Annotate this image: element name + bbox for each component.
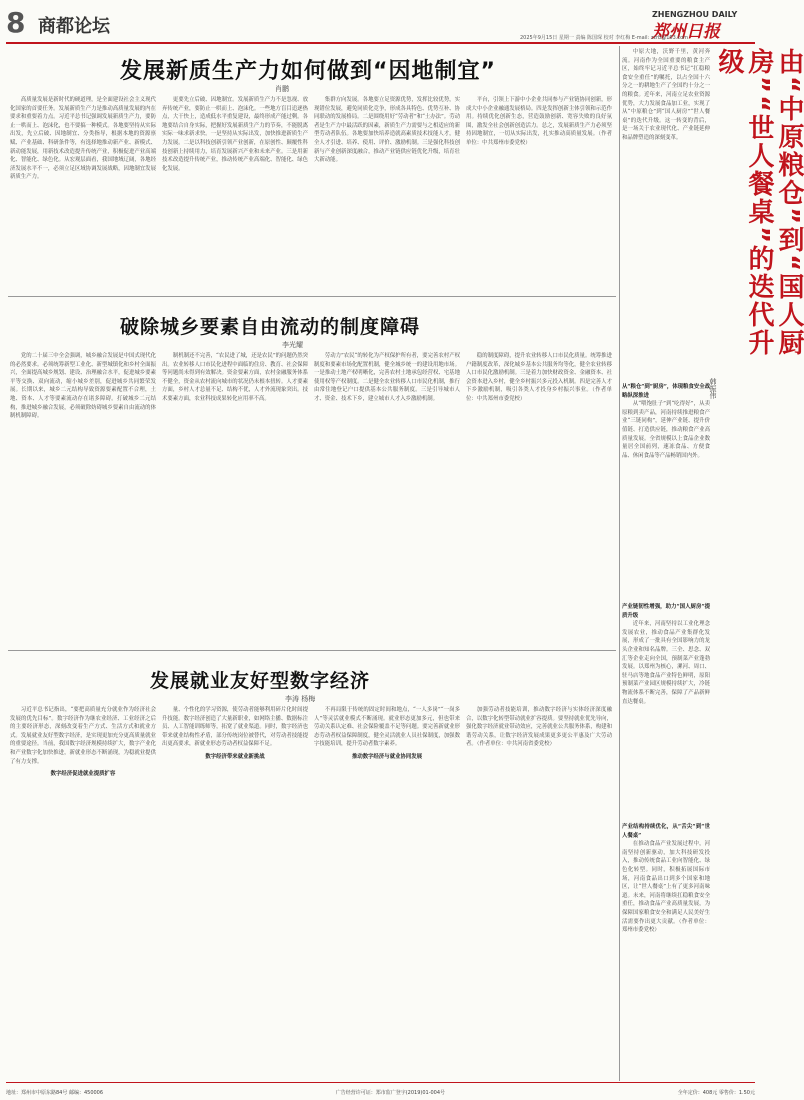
article2-author: 李光耀 bbox=[282, 341, 303, 349]
article4-subhead: 产业链韧性增强，助力“国人厨房”提质升级 bbox=[622, 604, 710, 619]
footer-address: 地址：郑州市中原东路84号 邮编：450006 bbox=[6, 1090, 104, 1096]
section-title: 商都论坛 bbox=[38, 16, 110, 37]
article3-col2: 量、个性化的学习资源，使劳动者能够利用碎片化时间提升技能。数字经济创造了大量新职业，如网络主播、数据标注员、人工智能训练师等，拓宽了就业渠道。同时，数字经济也带来就业结构性矛盾，部分传统岗位被替代，对劳动者技能提出更高要求，新就业形态劳动者权益保障不足。 数字经济带来就业新挑战 bbox=[162, 707, 308, 760]
article4-subhead: 从“粮仓”到“厨房”，体现粮食安全战略纵深推进 bbox=[622, 384, 710, 399]
column-divider bbox=[619, 46, 620, 1081]
article3-col1: 习近平总书记指出，“要把高质量充分就业作为经济社会发展的优先目标”。数字经济作为继农业经济、工业经济之后的主要经济形态，深刻改变着生产方式、生活方式和就业方式。发展就业友好型数字经济，是实现更加充分更高质量就业的重要途径。当前，我国数字经济规模持续扩大，数字产业化和产业数字化加快推进，新就业形态不断涌现，为稳就业提供了有力支撑。 数字经济促进就业提质扩容 bbox=[10, 707, 156, 778]
article1-title: 发展新质生产力如何做到“因地制宜” bbox=[120, 59, 496, 84]
article2-col3: 劳动力”农民“的转化为产权保护所有者，要完善农村产权制度和要素市场化配置机制，健全城乡统一的建设用地市场。一是推动土地产权明晰化，完善农村土地承包经营权、宅基地使用权等产权制度。二是健全农业转移人口市民化机制，推行由常住地登记户口提供基本公共服务制度。三是引导城市人才、资金、技术下乡，建立城市人才入乡激励机制。 bbox=[314, 353, 460, 402]
article1-col3: 集群方向发展。各地要立足资源优势，发挥比较优势，实现错位发展，避免同质化竞争，形成各具特色、优势互补、协同联动的发展格局。二是围绕用好“劳动者”和“土办法”。劳动者是生产力中最活跃的因素，新质生产力需要与之相适应的新型劳动者队伍。各地要加快培养造就高素质技术技能人才，健全人才引进、培养、使用、评价、激励机制。三是强化科技创新与产业创新深度融合，推动产业链供应链优化升级，培育壮大新动能。 bbox=[314, 97, 460, 164]
article4-title: 由“中原粮仓”到“国人厨房”“世人餐桌”的迭代升级 bbox=[714, 48, 804, 358]
article3-subhead: 数字经济带来就业新挑战 bbox=[205, 753, 265, 760]
article3-title: 发展就业友好型数字经济 bbox=[150, 670, 371, 692]
footer-price: 全年定价：408元 零售价：1.50元 bbox=[677, 1090, 755, 1096]
article2-col4: 稳的制度障碍，提升农业转移人口市民化质量。统筹推进户籍制度改革，深化城乡基本公共服务均等化，健全农业转移人口市民化激励机制。三是着力加快财政资金、金融资本、社会资本进入乡村，健全乡村振兴多元投入机制。四是完善人才下乡激励机制，吸引各类人才投身乡村振兴事业。（作者单位：中共郑州市委党校） bbox=[466, 353, 612, 402]
article2-body bbox=[10, 352, 614, 642]
article4-section3: 产业结构持续优化，从“舌尖”到“世人餐桌” 在推动食品产业发展过程中，河南坚持创新驱动，加大科技研发投入，推动传统食品工业向智能化、绿色化转型。同时，积极拓展国际市场，河南食品出口到多个国家和地区，让“世人餐桌”上有了更多河南味道。未来，河南将继续扛稳粮食安全重任，推动食品产业高质量发展，为保障国家粮食安全和满足人民美好生活需要作出更大贡献。（作者单位：郑州市委党校） bbox=[622, 824, 710, 934]
article3-subhead: 数字经济促进就业提质扩容 bbox=[50, 771, 116, 778]
footer bbox=[6, 1089, 755, 1096]
paper-logo: 郑州日报 bbox=[652, 22, 720, 42]
article4-text bbox=[622, 48, 710, 1078]
divider bbox=[8, 650, 616, 651]
article4-section2: 产业链韧性增强，助力“国人厨房”提质升级 近年来，河南坚持以工业化理念发展农业，推动食品产业集群化发展，形成了一批具有全国影响力的龙头企业和知名品牌。三全、思念、双汇等企业走向全国，预制菜产业蓬勃发展。以郑州为核心，漯河、周口、驻马店等地食品产业特色鲜明，原阳预制菜产业园区规模持续扩大，冷链物流体系不断完善，保障了产品新鲜直达餐桌。 bbox=[622, 604, 710, 705]
article4-section1: 从“粮仓”到“厨房”，体现粮食安全战略纵深推进 从“喂饱肚子”到“吃得好”，从卖原粮到卖产品，河南持续推进粮食产业“三链同构”，延伸产业链、提升价值链、打造供应链，推动粮食产业高质量发展。全省规模以上食品企业数量居全国前列，速冻食品、方便食品、休闲食品等产品畅销国内外。 bbox=[622, 384, 710, 459]
article1-body bbox=[10, 96, 614, 286]
issue-meta: 2025年9月15日 星期一 责编 陈国琛 校对 李红梅 E-mail: zzrb@163.com bbox=[520, 35, 689, 41]
article3-body bbox=[10, 706, 614, 1072]
article3-author: 李涛 杨梅 bbox=[285, 695, 316, 703]
article2-col2: 制机制还不完善，“农民进了城，还是农民”的问题仍然突出。农业转移人口市民化进程中面临的住房、教育、社会保障等问题尚未得到有效解决。资金要素方面，农村金融服务体系不健全，资金从农村流向城市的状况仍未根本扭转。人才要素方面，乡村人才总量不足、结构不优，人才外流现象突出。技术要素方面，农业科技成果转化应用率不高。 bbox=[162, 353, 308, 402]
article3-col3: 不再局限于传统的固定时间和地点，“一人多岗”“一岗多人”等灵活就业模式不断涌现。就业形态更加多元，但也带来劳动关系认定难、社会保险覆盖不足等问题。要完善新就业形态劳动者权益保障制度，健全灵活就业人员社保制度，加强数字技能培训，提升劳动者数字素养。 推动数字经济与就业协同发展 bbox=[314, 707, 460, 760]
article1-author: 肖鹏 bbox=[275, 85, 289, 93]
article4-author: 韩振伟 bbox=[709, 378, 717, 399]
divider bbox=[8, 296, 616, 297]
article1-col1: 高质量发展是新时代的硬道理，是全面建设社会主义现代化国家的首要任务。发展新质生产力是推动高质量发展的内在要求和重要着力点。习近平总书记强调发展新质生产力，要防止一哄而上、泡沫化，也不要搞一种模式。各地要坚持从实际出发，先立后破、因地制宜、分类指导，根据本地的资源禀赋、产业基础、科研条件等，有选择地推动新产业、新模式、新动能发展，用新技术改造提升传统产业，积极促进产业高端化、智能化、绿色化。从宏观层面看，我国地域辽阔，各地经济发展水平不一，必须立足区域协调发展战略，因地制宜发展新质生产力。 bbox=[10, 97, 156, 181]
article4 bbox=[622, 48, 804, 1078]
article2-col1: 党的二十届三中全会强调，城乡融合发展是中国式现代化的必然要求。必须统筹新型工业化、新型城镇化和乡村全面振兴，全面提高城乡规划、建设、治理融合水平，促进城乡要素平等交换、双向流动，缩小城乡差别，促进城乡共同繁荣发展。长期以来，城乡二元结构导致资源要素配置不合理，土地、资本、人才等要素流动存在诸多障碍。打破城乡二元结构，推进城乡融合发展，必须破除妨碍城乡要素自由流动的体制机制障碍。 bbox=[10, 353, 156, 420]
article2-title: 破除城乡要素自由流动的制度障碍 bbox=[120, 316, 421, 338]
article1-col4: 平台，引领上下游中小企业共同参与产业链协同创新，形成大中小企业融通发展格局。四是发挥创新主体引领和示范作用。持续优化创新生态，营造鼓励创新、宽容失败的良好氛围，激发全社会创新创造活力。总之，发展新质生产力必须坚持因地制宜，一切从实际出发，扎实推动高质量发展。（作者单位：中共郑州市委党校） bbox=[466, 97, 612, 146]
page-number: 8 bbox=[6, 6, 26, 39]
article4-title-col bbox=[709, 48, 804, 1078]
article4-subhead: 产业结构持续优化，从“舌尖”到“世人餐桌” bbox=[622, 824, 710, 839]
footer-license: 广告经营许可证：郑市监广登字(2019)01-004号 bbox=[335, 1090, 446, 1096]
article3-col4: 加强劳动者技能培训，推动数字经济与实体经济深度融合，以数字化转型带动就业扩容提质。要坚持就业优先导向，强化数字经济就业带动效应，完善就业公共服务体系，构建和谐劳动关系，让数字经济发展成果更多更公平惠及广大劳动者。（作者单位：中共河南省委党校） bbox=[466, 707, 612, 748]
header-rule bbox=[6, 42, 755, 44]
article3-subhead: 推动数字经济与就业协同发展 bbox=[351, 753, 423, 760]
article1-col2: 更要先立后破、因地制宜。发展新质生产力不是忽视、放弃传统产业，要防止一哄而上、泡沫化。一些地方盲目追逐热点，大干快上，造成低水平重复建设，最终形成产能过剩。各地要结合自身实际，把握好发展新质生产力的节奏，不能脱离实际一味求新求快。一是坚持从实际出发，加快推进新质生产力发展。二是以科技创新引领产业创新，在原创性、颠覆性科技创新上持续用力，培育发展新兴产业和未来产业。三是用新技术改造提升传统产业，推动传统产业高端化、智能化、绿色化发展。 bbox=[162, 97, 308, 172]
article4-intro: 中原大地，沃野千里，黄河奔流。河南作为全国重要的粮食主产区，始终牢记习近平总书记“扛稳粮食安全重任”的嘱托，以占全国十六分之一的耕地生产了全国约十分之一的粮食。近年来，河南立足农业资源优势，大力发展食品加工业，实现了从“中原粮仓”到“国人厨房”“世人餐桌”的迭代升级。这一转变的背后，是一场关于农业现代化、产业链延伸和品牌塑造的深刻变革。 bbox=[622, 49, 710, 141]
footer-rule bbox=[6, 1082, 755, 1083]
paper-name-en: ZHENGZHOU DAILY bbox=[652, 10, 738, 19]
